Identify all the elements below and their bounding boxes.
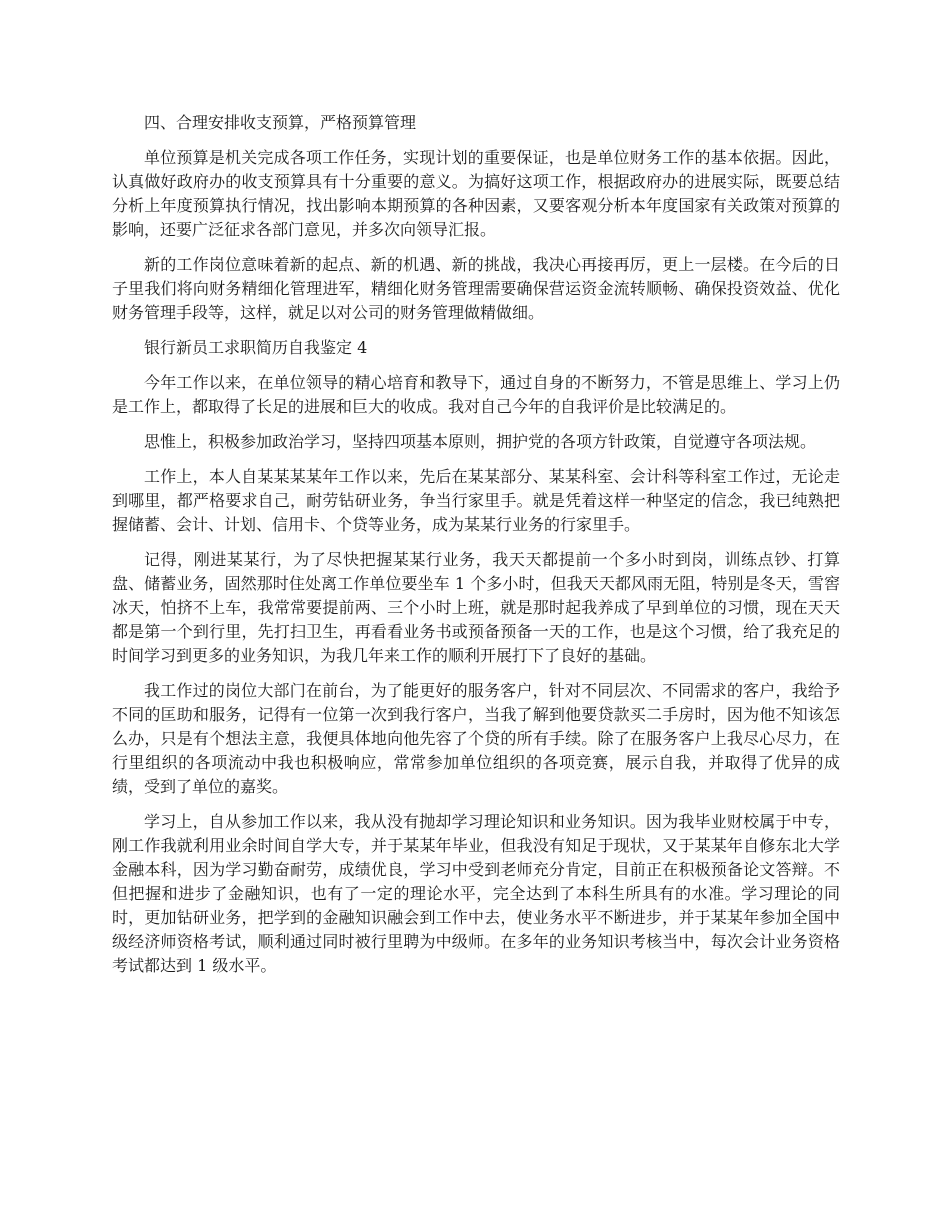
paragraph: 记得，刚进某某行，为了尽快把握某某行业务，我天天都提前一个多小时到岗，训练点钞、打算盘、储蓄业务，固然那时住处离工作单位要坐车 1 个多小时，但我天天都风雨无阻，特别是冬天，雪窖冰天，怕挤不上车，我常常要提前两、三个小时上班，就是那时起我养成了早到单位的习惯，现在天天都是第一个到行里，先打扫卫生，再看看业务书或预备预备一天的工作，也是这个习惯，给了我充足的时间学习到更多的业务知识，为我几年来工作的顺利开展打下了良好的基础。 xyxy=(112,550,840,665)
paragraph: 学习上，自从参加工作以来，我从没有抛却学习理论知识和业务知识。因为我毕业财校属于中专，刚工作我就利用业余时间自学大专，并于某某年毕业，但我没有知足于现状，又于某某年自修东北大学金融本科，因为学习勤奋耐劳，成绩优良，学习中受到老师充分肯定，目前正在积极预备论文答辩。不但把握和进步了金融知识，也有了一定的理论水平，完全达到了本科生所具有的水准。学习理论的同时，更加钻研业务，把学到的金融知识融会到工作中去，使业务水平不断进步，并于某某年参加全国中级经济师资格考试，顺利通过同时被行里聘为中级师。在多年的业务知识考核当中，每次会计业务资格考试都达到 1 级水平。 xyxy=(112,812,840,975)
section-heading: 四、合理安排收支预算，严格预算管理 xyxy=(144,113,417,132)
paragraph: 单位预算是机关完成各项工作任务，实现计划的重要保证，也是单位财务工作的基本依据。因此，认真做好政府办的收支预算具有十分重要的意义。为搞好这项工作，根据政府办的进展实际，既要总结分析上年度预算执行情况，找出影响本期预算的各种因素，又要客观分析本年度国家有关政策对预算的影响，还要广泛征求各部门意见，并多次向领导汇报。 xyxy=(112,148,840,239)
paragraph: 今年工作以来，在单位领导的精心培育和教导下，通过自身的不断努力，不管是思维上、学习上仍是工作上，都取得了长足的进展和巨大的收成。我对自己今年的自我评价是比较满足的。 xyxy=(112,373,840,416)
document-body xyxy=(112,111,840,989)
paragraph: 思惟上，积极参加政治学习，坚持四项基本原则，拥护党的各项方针政策，自觉遵守各项法规。 xyxy=(144,432,817,451)
paragraph: 新的工作岗位意味着新的起点、新的机遇、新的挑战，我决心再接再厉，更上一层楼。在今后的日子里我们将向财务精细化管理进军，精细化财务管理需要确保营运资金流转顺畅、确保投资效益、优化财务管理手段等，这样，就足以对公司的财务管理做精做细。 xyxy=(112,255,840,322)
paragraph: 我工作过的岗位大部门在前台，为了能更好的服务客户，针对不同层次、不同需求的客户，我给予不同的匡助和服务，记得有一位第一次到我行客户，当我了解到他要贷款买二手房时，因为他不知该怎么办，只是有个想法主意，我便具体地向他先容了个贷的所有手续。除了在服务客户上我尽心尽力，在行里组织的各项流动中我也积极响应，常常参加单位组织的各项竞赛，展示自我，并取得了优异的成绩，受到了单位的嘉奖。 xyxy=(112,681,840,796)
section-heading: 银行新员工求职简历自我鉴定 4 xyxy=(144,338,368,357)
paragraph: 工作上，本人自某某某某年工作以来，先后在某某部分、某某科室、会计科等科室工作过，无论走到哪里，都严格要求自己，耐劳钻研业务，争当行家里手。就是凭着这样一种坚定的信念，我已纯熟把握储蓄、会计、计划、信用卡、个贷等业务，成为某某行业务的行家里手。 xyxy=(112,467,840,534)
